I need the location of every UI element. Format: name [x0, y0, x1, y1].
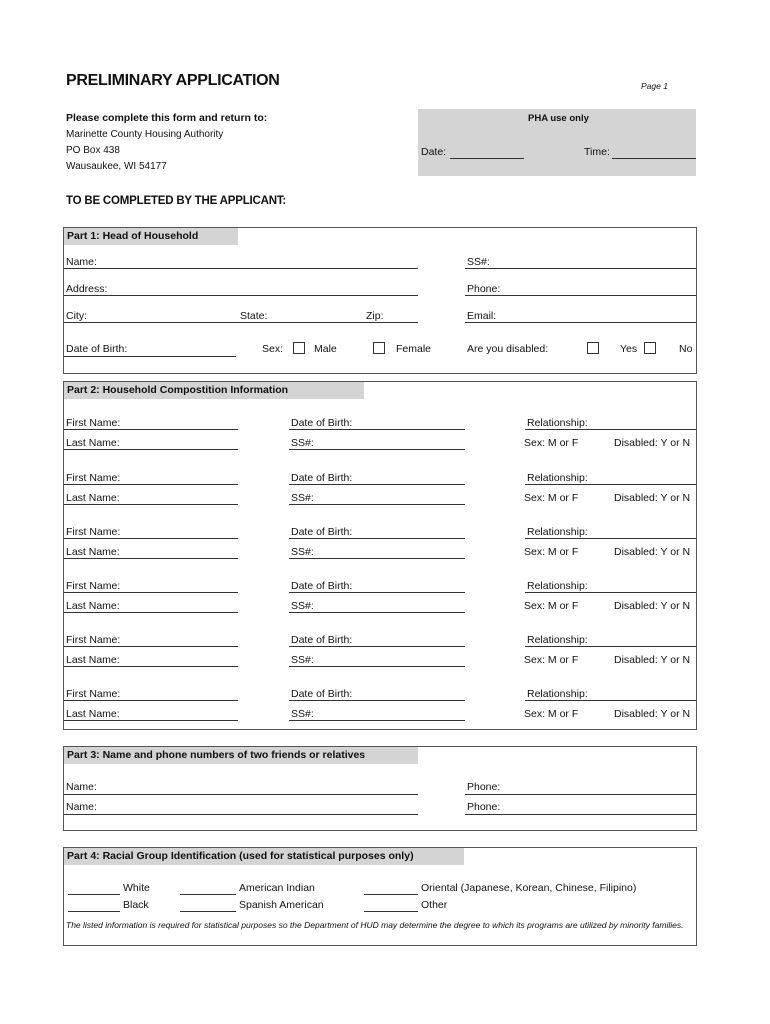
member6-ssn-label: SS#:: [291, 708, 314, 720]
hoh-dob-field[interactable]: [64, 356, 236, 357]
member2-ssn-field[interactable]: [289, 504, 465, 505]
hoh-name-field[interactable]: [64, 268, 418, 269]
member2-dob-field[interactable]: [289, 484, 465, 485]
female-label: Female: [396, 343, 432, 355]
part4-title: Part 4: Racial Group Identification (used for statistical purposes only): [64, 848, 464, 865]
member1-relationship-label: Relationship:: [527, 417, 588, 429]
member3-relationship-field[interactable]: [525, 538, 696, 539]
other-label: Other: [421, 899, 448, 911]
disabled-no-label: No: [679, 343, 693, 355]
member5-dob-field[interactable]: [289, 646, 465, 647]
applicant-heading: TO BE COMPLETED BY THE APPLICANT:: [66, 195, 287, 207]
pha-title: PHA use only: [528, 113, 589, 124]
member4-ssn-label: SS#:: [291, 600, 314, 612]
member5-relationship-label: Relationship:: [527, 634, 588, 646]
male-label: Male: [314, 343, 337, 355]
member5-disabled-label: Disabled: Y or N: [614, 654, 691, 666]
form-title: PRELIMINARY APPLICATION: [66, 72, 280, 89]
oriental-field[interactable]: [364, 894, 418, 895]
member5-last-name-label: Last Name:: [66, 654, 120, 666]
member6-disabled-label: Disabled: Y or N: [614, 708, 691, 720]
hoh-email-field[interactable]: [465, 322, 696, 323]
member3-disabled-label: Disabled: Y or N: [614, 546, 691, 558]
friend2-phone-field[interactable]: [465, 814, 696, 815]
member1-dob-label: Date of Birth:: [291, 417, 353, 429]
member1-last-name-field[interactable]: [64, 449, 238, 450]
member6-last-name-label: Last Name:: [66, 708, 120, 720]
friend1-phone-field[interactable]: [465, 794, 696, 795]
return-instructions: Please complete this form and return to:: [66, 112, 268, 124]
male-checkbox[interactable]: [293, 342, 305, 354]
member2-ssn-label: SS#:: [291, 492, 314, 504]
friend1-name-field[interactable]: [64, 794, 418, 795]
member5-relationship-field[interactable]: [525, 646, 696, 647]
authority-city: Wausaukee, WI 54177: [66, 161, 167, 172]
member4-relationship-field[interactable]: [525, 592, 696, 593]
member4-first-name-label: First Name:: [66, 580, 121, 592]
member3-last-name-field[interactable]: [64, 558, 238, 559]
member3-first-name-field[interactable]: [64, 538, 238, 539]
member6-last-name-field[interactable]: [64, 720, 238, 721]
hoh-city-state-zip-field[interactable]: [64, 322, 418, 323]
white-label: White: [123, 882, 150, 894]
hoh-ssn-label: SS#:: [467, 256, 490, 268]
page-number: Page 1: [641, 81, 668, 91]
member2-dob-label: Date of Birth:: [291, 472, 353, 484]
member1-sex-label: Sex: M or F: [524, 437, 579, 449]
member4-last-name-label: Last Name:: [66, 600, 120, 612]
member4-ssn-field[interactable]: [289, 612, 465, 613]
hoh-email-label: Email:: [467, 310, 497, 322]
member6-dob-label: Date of Birth:: [291, 688, 353, 700]
hoh-city-label: City:: [66, 310, 87, 322]
member3-dob-field[interactable]: [289, 538, 465, 539]
hoh-dob-label: Date of Birth:: [66, 343, 128, 355]
part2-title: Part 2: Household Compostition Information: [64, 382, 364, 399]
white-field[interactable]: [68, 894, 120, 895]
spanish-american-label: Spanish American: [239, 899, 324, 911]
member3-ssn-label: SS#:: [291, 546, 314, 558]
part3-title: Part 3: Name and phone numbers of two friends or relatives: [64, 747, 418, 764]
member6-ssn-field[interactable]: [289, 720, 465, 721]
disabled-yes-checkbox[interactable]: [587, 342, 599, 354]
member5-first-name-field[interactable]: [64, 646, 238, 647]
friend2-name-field[interactable]: [64, 814, 418, 815]
member3-ssn-field[interactable]: [289, 558, 465, 559]
oriental-label: Oriental (Japanese, Korean, Chinese, Filipino): [421, 882, 637, 894]
female-checkbox[interactable]: [373, 342, 385, 354]
hoh-sex-label: Sex:: [262, 343, 284, 355]
member3-first-name-label: First Name:: [66, 526, 121, 538]
member4-relationship-label: Relationship:: [527, 580, 588, 592]
member2-first-name-field[interactable]: [64, 484, 238, 485]
member6-relationship-field[interactable]: [525, 700, 696, 701]
member5-ssn-field[interactable]: [289, 666, 465, 667]
disabled-question: Are you disabled:: [467, 343, 549, 355]
pha-time-label: Time:: [584, 146, 610, 158]
part2-section: [63, 381, 697, 730]
disabled-no-checkbox[interactable]: [644, 342, 656, 354]
member4-last-name-field[interactable]: [64, 612, 238, 613]
american-indian-label: American Indian: [239, 882, 315, 894]
pha-date-field[interactable]: [450, 158, 524, 159]
hoh-phone-field[interactable]: [465, 295, 696, 296]
member2-last-name-field[interactable]: [64, 504, 238, 505]
member1-first-name-field[interactable]: [64, 429, 238, 430]
member6-relationship-label: Relationship:: [527, 688, 588, 700]
member2-relationship-label: Relationship:: [527, 472, 588, 484]
member1-dob-field[interactable]: [289, 429, 465, 430]
member6-sex-label: Sex: M or F: [524, 708, 579, 720]
member4-first-name-field[interactable]: [64, 592, 238, 593]
friend2-name-label: Name:: [66, 801, 97, 813]
member4-disabled-label: Disabled: Y or N: [614, 600, 691, 612]
member3-last-name-label: Last Name:: [66, 546, 120, 558]
disabled-yes-label: Yes: [620, 343, 638, 355]
member1-disabled-label: Disabled: Y or N: [614, 437, 691, 449]
member5-sex-label: Sex: M or F: [524, 654, 579, 666]
member2-relationship-field[interactable]: [525, 484, 696, 485]
hoh-address-field[interactable]: [64, 295, 418, 296]
pha-date-label: Date:: [421, 146, 447, 158]
member6-first-name-field[interactable]: [64, 700, 238, 701]
member4-sex-label: Sex: M or F: [524, 600, 579, 612]
other-field[interactable]: [364, 911, 418, 912]
member1-ssn-field[interactable]: [289, 449, 465, 450]
authority-name: Marinette County Housing Authority: [66, 129, 224, 140]
spanish-american-field[interactable]: [180, 911, 236, 912]
black-field[interactable]: [68, 911, 120, 912]
member1-last-name-label: Last Name:: [66, 437, 120, 449]
member5-first-name-label: First Name:: [66, 634, 121, 646]
member5-ssn-label: SS#:: [291, 654, 314, 666]
member3-dob-label: Date of Birth:: [291, 526, 353, 538]
hoh-phone-label: Phone:: [467, 283, 501, 295]
member4-dob-field[interactable]: [289, 592, 465, 593]
hoh-address-label: Address:: [66, 283, 108, 295]
statistical-note: The listed information is required for statistical purposes so the Department of HUD may determine the degree to which its programs are utilized by minority families.: [66, 920, 684, 930]
member2-last-name-label: Last Name:: [66, 492, 120, 504]
hoh-state-label: State:: [240, 310, 268, 322]
member1-first-name-label: First Name:: [66, 417, 121, 429]
hoh-zip-label: Zip:: [366, 310, 384, 322]
member5-dob-label: Date of Birth:: [291, 634, 353, 646]
american-indian-field[interactable]: [180, 894, 236, 895]
member3-sex-label: Sex: M or F: [524, 546, 579, 558]
authority-po-box: PO Box 438: [66, 145, 120, 156]
friend1-phone-label: Phone:: [467, 781, 501, 793]
member6-dob-field[interactable]: [289, 700, 465, 701]
member3-relationship-label: Relationship:: [527, 526, 588, 538]
part1-title: Part 1: Head of Household: [64, 228, 238, 245]
friend1-name-label: Name:: [66, 781, 97, 793]
member1-relationship-field[interactable]: [525, 429, 696, 430]
member1-ssn-label: SS#:: [291, 437, 314, 449]
hoh-ssn-field[interactable]: [465, 268, 696, 269]
friend2-phone-label: Phone:: [467, 801, 501, 813]
pha-time-field[interactable]: [612, 158, 696, 159]
hoh-name-label: Name:: [66, 256, 97, 268]
member5-last-name-field[interactable]: [64, 666, 238, 667]
member2-first-name-label: First Name:: [66, 472, 121, 484]
black-label: Black: [123, 899, 149, 911]
member2-sex-label: Sex: M or F: [524, 492, 579, 504]
member2-disabled-label: Disabled: Y or N: [614, 492, 691, 504]
member6-first-name-label: First Name:: [66, 688, 121, 700]
member4-dob-label: Date of Birth:: [291, 580, 353, 592]
